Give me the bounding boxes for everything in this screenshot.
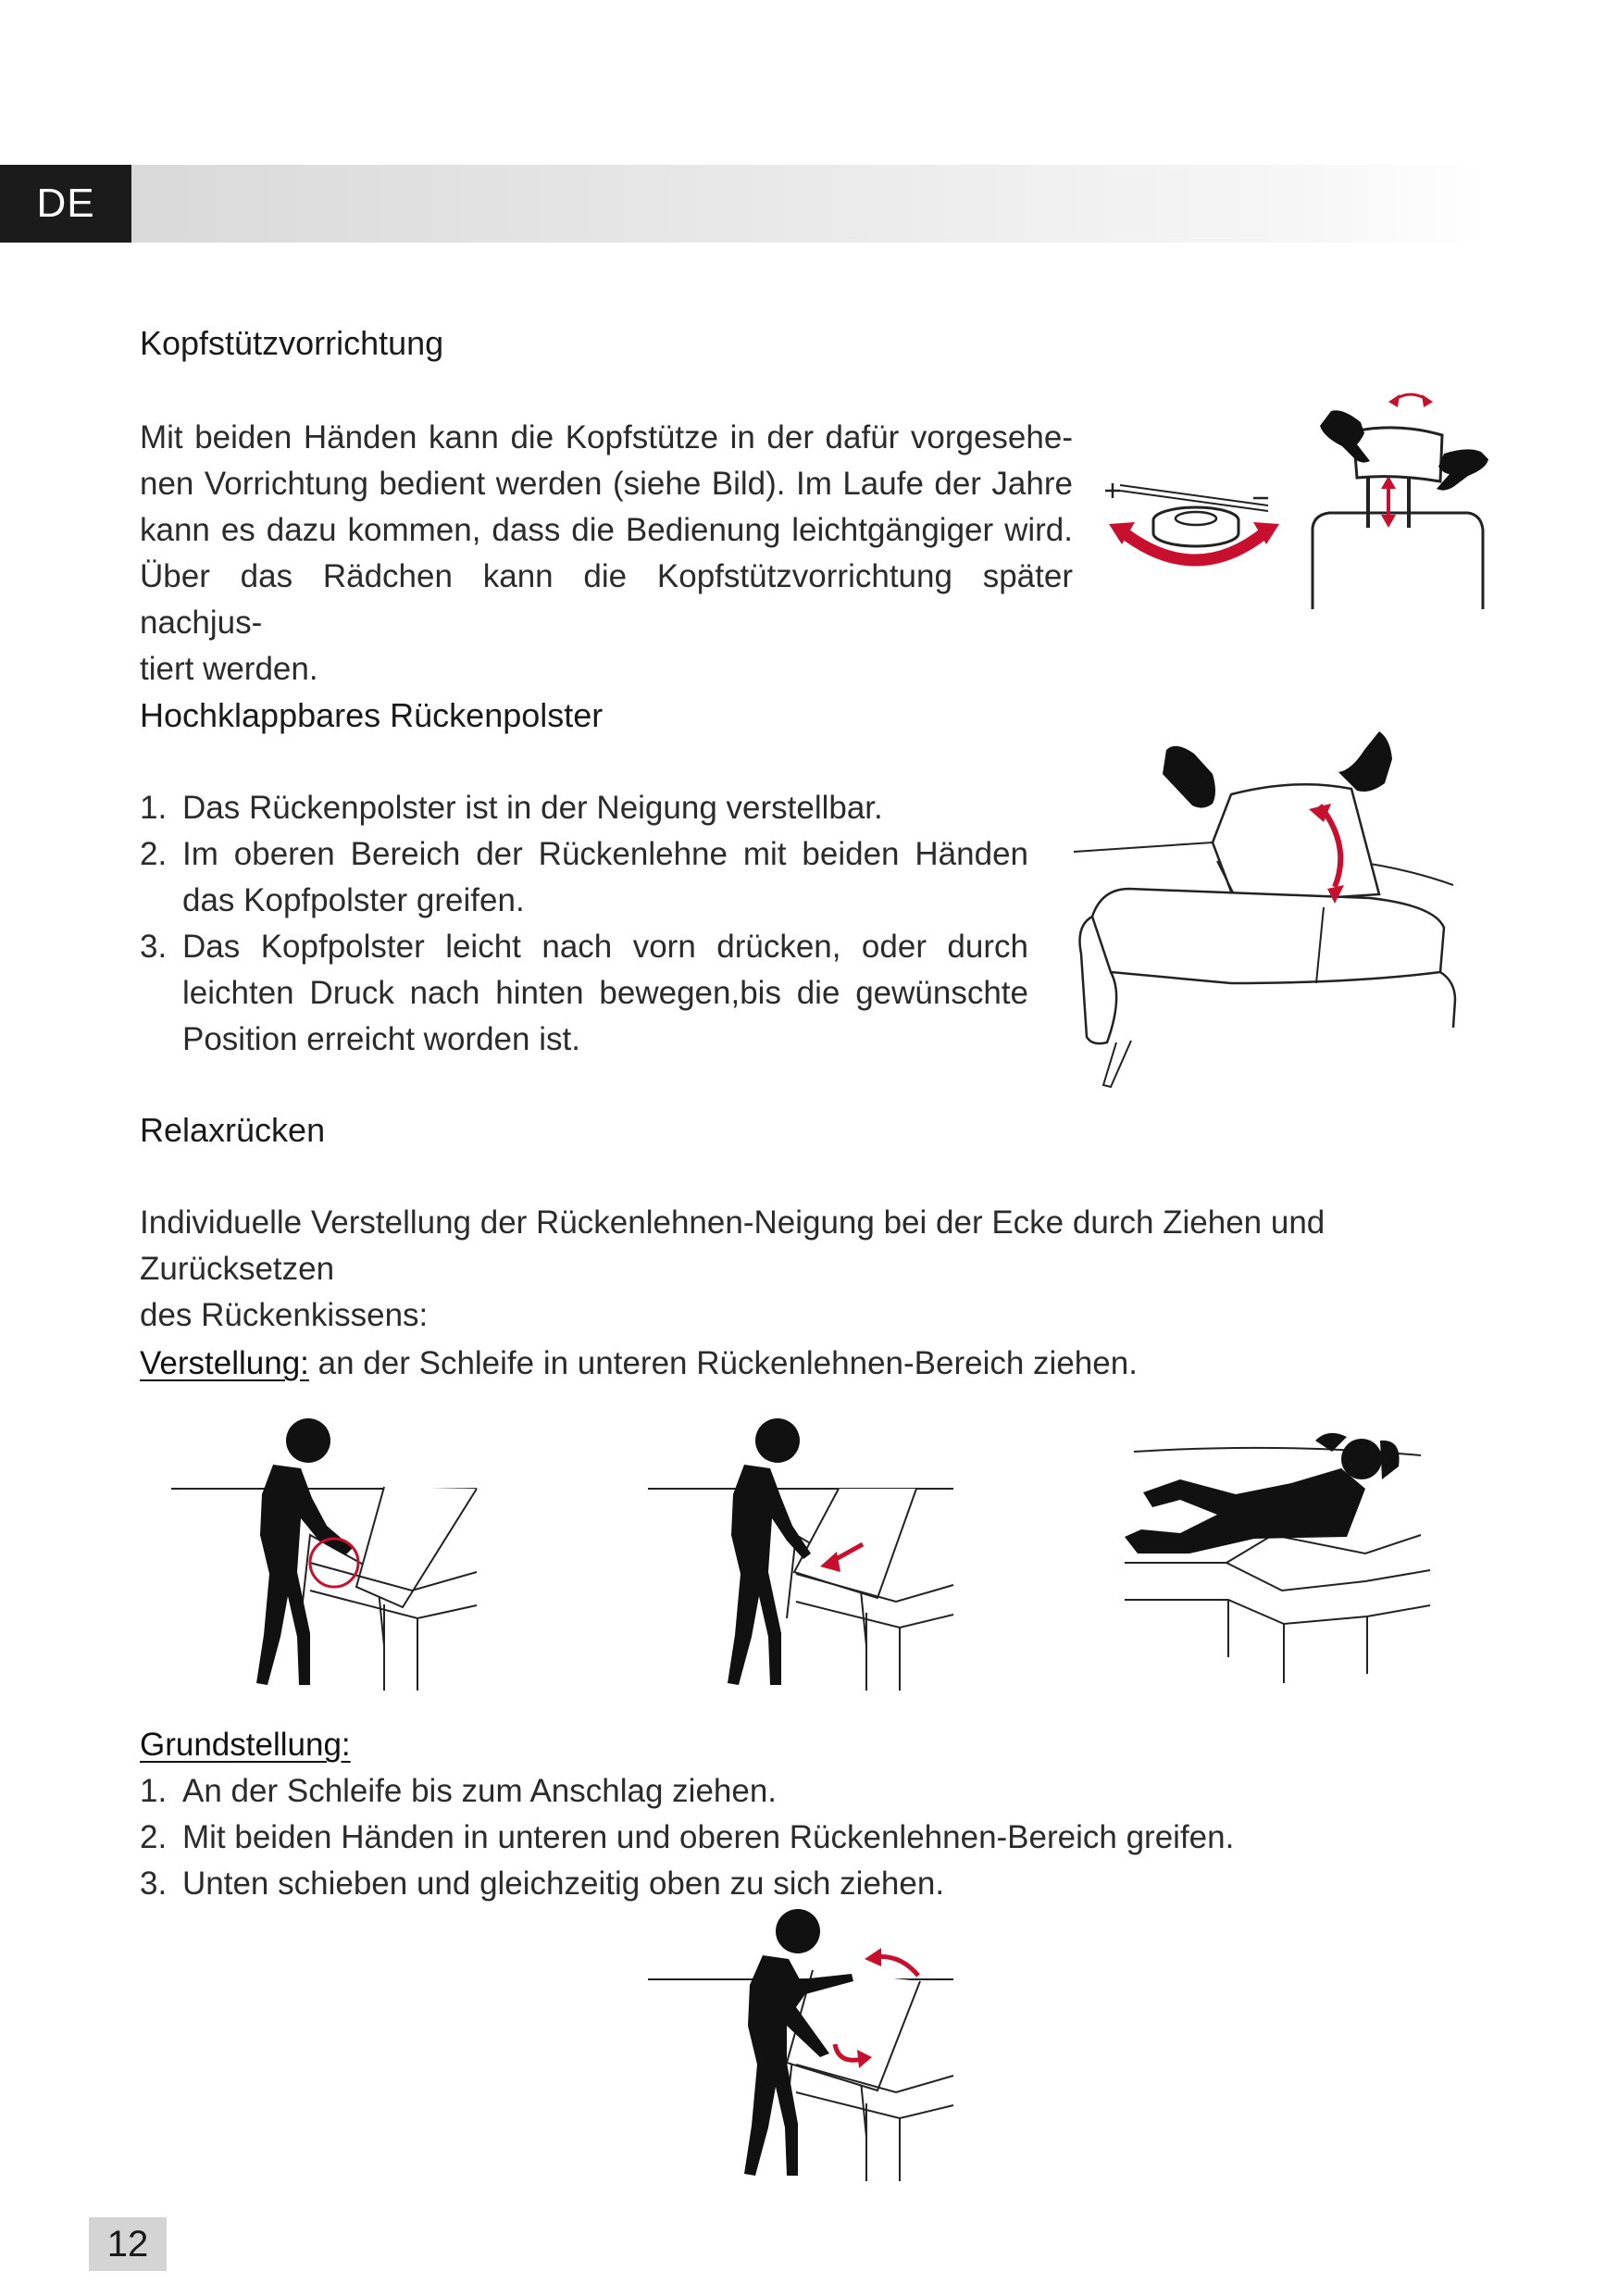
adjust-label: Verstellung: <box>140 1345 309 1381</box>
paragraph-line: Mit beiden Händen kann die Kopfstütze in der dafür vorgesehe- <box>140 419 1073 455</box>
sofa-backrest-hands-icon <box>1074 722 1462 1092</box>
reset-label: Grundstellung: <box>140 1727 351 1763</box>
step-number: 3. <box>140 1866 168 1902</box>
step-number: 3. <box>140 929 168 965</box>
adjustment-wheel-icon <box>1101 470 1287 572</box>
list-item <box>140 785 1028 831</box>
list-item <box>140 1768 1500 1815</box>
page-number: 12 <box>89 2217 167 2271</box>
person-pulling-loop-icon <box>171 1415 486 1692</box>
reset-label-line <box>140 1722 1500 1768</box>
person-reclining-icon <box>1125 1415 1430 1692</box>
list-item <box>140 924 1028 1063</box>
header-band <box>0 165 1618 243</box>
paragraph-line: Individuelle Verstellung der Rückenlehnen-Neigung bei der Ecke durch Ziehen und Zurücksetzen <box>140 1204 1326 1287</box>
reset-steps <box>140 1768 1500 1907</box>
step-text: Unten schieben und gleichzeitig oben zu sich ziehen. <box>182 1866 945 1902</box>
relax-intro <box>140 1200 1500 1339</box>
person-tilting-backrest-icon <box>648 1415 963 1692</box>
step-text: An der Schleife bis zum Anschlag ziehen. <box>182 1773 778 1809</box>
paragraph-line: nen Vorrichtung bedient werden (siehe Bild). Im Laufe der Jahre <box>140 466 1073 502</box>
paragraph-line: tiert werden. <box>140 651 318 687</box>
paragraph-line: Über das Rädchen kann die Kopfstützvorrichtung später nachjus- <box>140 558 1073 641</box>
section-title-relax: Relaxrücken <box>140 1111 326 1149</box>
paragraph-line: kann es dazu kommen, dass die Bedienung leichtgängiger wird. <box>140 512 1073 548</box>
list-item <box>140 831 1028 924</box>
step-number: 2. <box>140 836 168 872</box>
step-number: 2. <box>140 1819 168 1855</box>
list-item <box>140 1861 1500 1907</box>
adjust-instruction <box>140 1341 1500 1387</box>
step-text: Mit beiden Händen in unteren und oberen Rückenlehnen-Bereich greifen. <box>182 1819 1235 1855</box>
backrest-steps <box>140 785 1028 1063</box>
section-title-backrest: Hochklappbares Rückenpolster <box>140 696 604 734</box>
language-badge: DE <box>0 165 131 243</box>
step-text: Das Rückenpolster ist in der Neigung verstellbar. <box>182 790 883 826</box>
section-title-headrest: Kopfstützvorrichtung <box>140 324 444 362</box>
step-text: Das Kopfpolster leicht nach vorn drücken, oder durch leichten Druck nach hinten bewegen,bis die gewünschte Position erreicht worden ist. <box>182 929 1028 1057</box>
headrest-hands-icon <box>1305 389 1500 611</box>
list-item <box>140 1815 1500 1861</box>
headrest-paragraph <box>140 415 1073 693</box>
step-text: Im oberen Bereich der Rückenlehne mit beiden Händen das Kopfpolster greifen. <box>182 836 1028 918</box>
person-resetting-backrest-icon <box>648 1905 963 2183</box>
step-number: 1. <box>140 790 168 826</box>
paragraph-line: des Rückenkissens: <box>140 1297 429 1333</box>
adjust-text: an der Schleife in unteren Rückenlehnen-Bereich ziehen. <box>308 1345 1138 1381</box>
step-number: 1. <box>140 1773 168 1809</box>
